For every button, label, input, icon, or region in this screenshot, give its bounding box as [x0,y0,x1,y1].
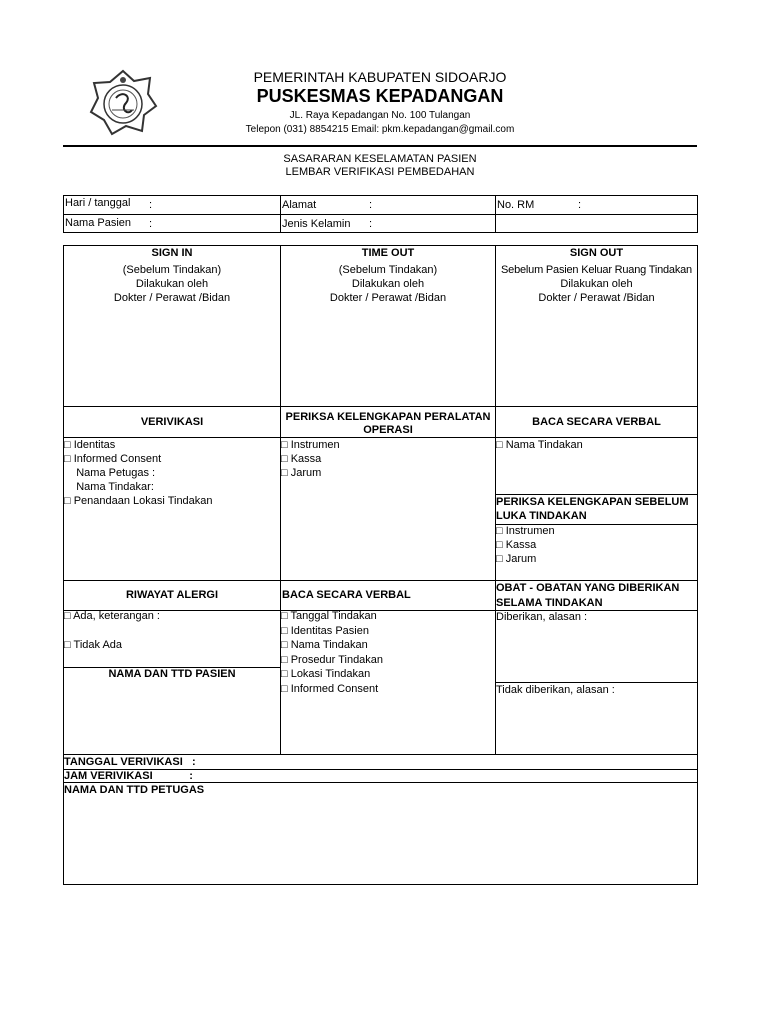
peralatan-item: □ Kassa [281,453,322,465]
baca-verbal-1-item: □ Nama Tindakan [496,439,583,451]
document-title-1: SASARARAN KESELAMATAN PASIEN [283,153,477,165]
baca-verbal-2-item: □ Prosedur Tindakan [281,654,384,666]
baca-verbal-1-heading: BACA SECARA VERBAL [532,416,661,428]
header-address: JL. Raya Kepadangan No. 100 Tulangan [289,110,471,121]
colon: : [369,199,373,211]
sign-out-sub3: Dokter / Perawat /Bidan [538,292,655,304]
obat-heading-2: SELAMA TINDAKAN [496,597,603,609]
colon: : [578,199,582,211]
peralatan-heading-1: PERIKSA KELENGKAPAN PERALATAN [285,411,491,423]
time-out-sub1: (Sebelum Tindakan) [338,264,438,276]
peralatan-item: □ Jarum [281,467,322,479]
baca-verbal-2-item: □ Identitas Pasien [281,625,369,637]
sign-out-heading: SIGN OUT [569,247,624,259]
sign-in-sub3: Dokter / Perawat /Bidan [113,292,231,304]
sign-out-sub1: Sebelum Pasien Keluar Ruang Tindakan [501,264,692,276]
document-title-2: LEMBAR VERIFIKASI PEMBEDAHAN [285,166,475,178]
label-nama-pasien: Nama Pasien [65,217,132,229]
sebelum-luka-heading-1: PERIKSA KELENGKAPAN SEBELUM [496,496,689,508]
peralatan-item: □ Instrumen [281,439,340,451]
colon: : [149,199,153,211]
alergi-ada: □ Ada, keterangan : [64,610,160,622]
sign-in-sub2: Dilakukan oleh [135,278,209,290]
alergi-tidak-ada: □ Tidak Ada [64,639,123,651]
baca-verbal-2-item: □ Informed Consent [281,683,379,695]
verifikasi-item: □ Penandaan Lokasi Tindakan [64,495,213,507]
riwayat-alergi-heading: RIWAYAT ALERGI [125,589,219,601]
sign-in-sub1: (Sebelum Tindakan) [122,264,222,276]
baca-verbal-2-item: □ Nama Tindakan [281,639,368,651]
sign-out-sub2: Dilakukan oleh [560,278,633,290]
baca-verbal-2-item: □ Lokasi Tindakan [281,668,371,680]
label-hari-tanggal: Hari / tanggal [65,197,131,209]
tanggal-verifikasi-label: TANGGAL VERIVIKASI : [64,756,196,768]
label-no-rm: No. RM [497,199,535,211]
colon: : [149,218,153,230]
baca-verbal-2-item: □ Tanggal Tindakan [281,610,377,622]
sidoarjo-seal-logo [88,68,158,138]
verifikasi-item: Nama Petugas : [64,467,156,479]
obat-tidak-diberikan: Tidak diberikan, alasan : [496,684,615,696]
label-jenis-kelamin: Jenis Kelamin [282,218,351,230]
sebelum-luka-item: □ Jarum [496,553,537,565]
header-contact: Telepon (031) 8854215 Email: pkm.kepadangan@gmail.com [245,124,515,135]
colon: : [369,218,373,230]
verifikasi-heading: VERIVIKASI [140,416,204,428]
baca-verbal-2-heading: BACA SECARA VERBAL [282,589,411,601]
peralatan-heading-2: OPERASI [363,424,413,436]
obat-heading-1: OBAT - OBATAN YANG DIBERIKAN [496,582,680,594]
jam-verifikasi-label: JAM VERIVIKASI : [64,770,193,782]
header-puskesmas: PUSKESMAS KEPADANGAN [256,86,504,106]
header-government: PEMERINTAH KABUPATEN SIDOARJO [253,69,507,85]
label-alamat: Alamat [282,199,317,211]
nama-ttd-petugas-label: NAMA DAN TTD PETUGAS [64,784,205,796]
time-out-sub2: Dilakukan oleh [351,278,425,290]
sebelum-luka-heading-2: LUKA TINDAKAN [496,510,587,522]
header-divider [63,145,697,147]
nama-ttd-pasien-heading: NAMA DAN TTD PASIEN [108,668,236,680]
sebelum-luka-item: □ Kassa [496,539,537,551]
time-out-sub3: Dokter / Perawat /Bidan [329,292,447,304]
verifikasi-item: Nama Tindakar: [64,481,154,493]
obat-diberikan: Diberikan, alasan : [496,611,588,623]
sebelum-luka-item: □ Instrumen [496,525,555,537]
verifikasi-item: □ Informed Consent [64,453,162,465]
verifikasi-item: □ Identitas [64,439,116,451]
sign-in-heading: SIGN IN [151,247,193,259]
time-out-heading: TIME OUT [361,247,415,259]
